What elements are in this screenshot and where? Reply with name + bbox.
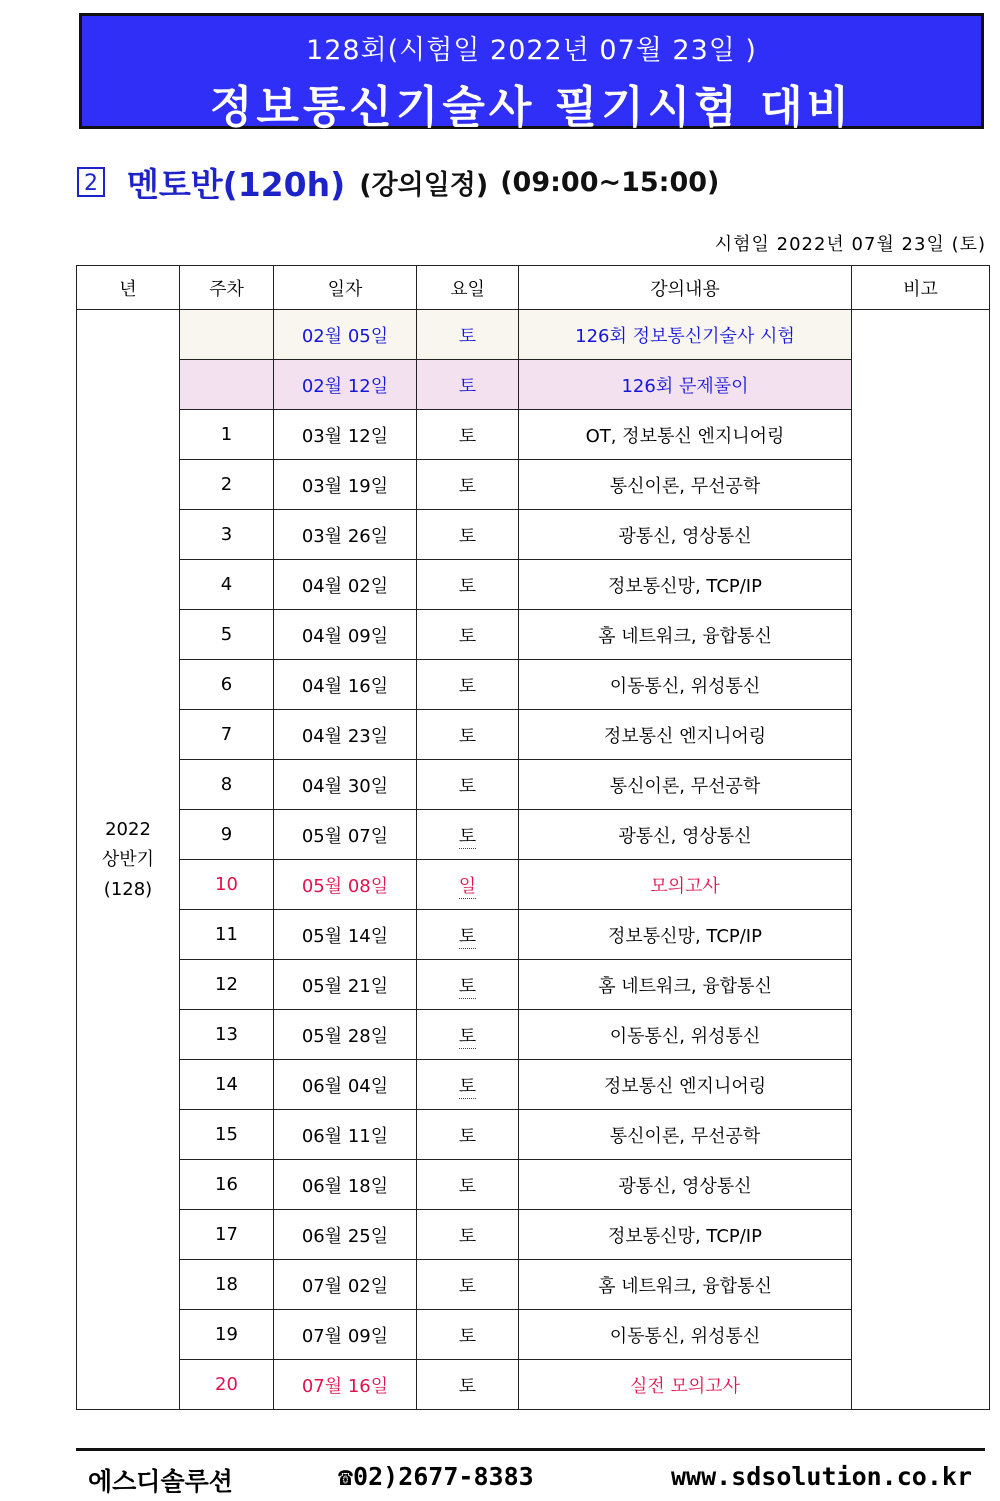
week-cell: 16 (180, 1160, 274, 1210)
footer-website: www.sdsolution.co.kr (670, 1462, 972, 1491)
day-cell (417, 810, 519, 860)
content-cell: 이동통신, 위성통신 (519, 1010, 852, 1060)
day-text: 토 (458, 975, 477, 997)
day-text: 토 (458, 925, 477, 947)
banner-title: 정보통신기술사 필기시험 대비 (209, 82, 854, 133)
content-cell: 광통신, 영상통신 (519, 510, 852, 560)
day-cell (417, 910, 519, 960)
date-cell: 04월 09일 (274, 610, 417, 660)
day-cell (417, 860, 519, 910)
content-cell: 이동통신, 위성통신 (519, 1310, 852, 1360)
section-label: (강의일정) (359, 169, 489, 201)
date-cell: 03월 26일 (274, 510, 417, 560)
content-cell: 126회 정보통신기술사 시험 (519, 310, 852, 360)
week-cell: 9 (180, 810, 274, 860)
week-cell: 6 (180, 660, 274, 710)
table-header-row (77, 266, 990, 310)
date-cell: 04월 16일 (274, 660, 417, 710)
year-line: 2022 (105, 818, 151, 840)
header-date: 일자 (274, 266, 417, 310)
week-cell: 11 (180, 910, 274, 960)
content-cell: 126회 문제풀이 (519, 360, 852, 410)
week-cell: 19 (180, 1310, 274, 1360)
content-cell: OT, 정보통신 엔지니어링 (519, 410, 852, 460)
date-cell: 05월 28일 (274, 1010, 417, 1060)
content-cell: 실전 모의고사 (519, 1360, 852, 1410)
week-cell: 17 (180, 1210, 274, 1260)
week-cell (180, 360, 274, 410)
day-cell: 토 (417, 1260, 519, 1310)
date-cell: 06월 04일 (274, 1060, 417, 1110)
week-cell: 18 (180, 1260, 274, 1310)
content-cell: 광통신, 영상통신 (519, 1160, 852, 1210)
week-cell: 2 (180, 460, 274, 510)
content-cell: 정보통신 엔지니어링 (519, 710, 852, 760)
week-cell: 15 (180, 1110, 274, 1160)
header-content: 강의내용 (519, 266, 852, 310)
header-day: 요일 (417, 266, 519, 310)
schedule-table (76, 265, 990, 1410)
date-cell: 07월 02일 (274, 1260, 417, 1310)
day-text: 토 (458, 1075, 477, 1097)
date-cell: 07월 09일 (274, 1310, 417, 1360)
day-text: 토 (458, 825, 477, 847)
date-cell: 03월 19일 (274, 460, 417, 510)
content-cell: 홈 네트워크, 융합통신 (519, 1260, 852, 1310)
day-cell: 토 (417, 710, 519, 760)
header-banner (79, 13, 984, 133)
half-line: 상반기 (101, 848, 155, 870)
content-cell: 통신이론, 무선공학 (519, 1110, 852, 1160)
date-cell: 04월 02일 (274, 560, 417, 610)
day-cell: 토 (417, 1310, 519, 1360)
date-cell: 02월 12일 (274, 360, 417, 410)
week-cell: 20 (180, 1360, 274, 1410)
content-cell: 정보통신망, TCP/IP (519, 1210, 852, 1260)
section-time: (09:00~15:00) (500, 166, 720, 198)
day-cell: 토 (417, 360, 519, 410)
week-cell: 8 (180, 760, 274, 810)
section-heading (77, 160, 731, 204)
section-number: 2 (77, 167, 105, 197)
content-cell: 통신이론, 무선공학 (519, 760, 852, 810)
year-cell (77, 310, 180, 1410)
day-cell: 토 (417, 760, 519, 810)
date-cell: 05월 08일 (274, 860, 417, 910)
content-cell: 정보통신망, TCP/IP (519, 910, 852, 960)
exam-date: 시험일 2022년 07월 23일 (토) (714, 234, 986, 255)
week-cell (180, 310, 274, 360)
footer-phone: ☎02)2677-8383 (338, 1462, 534, 1491)
banner-subtitle: 128회(시험일 2022년 07월 23일 ) (306, 35, 757, 66)
footer-company: 에스디솔루션 (88, 1467, 233, 1496)
week-cell: 14 (180, 1060, 274, 1110)
round-line: (128) (103, 878, 153, 900)
day-cell (417, 1010, 519, 1060)
section-name: 멘토반(120h) (127, 164, 346, 204)
day-cell: 토 (417, 510, 519, 560)
week-cell: 4 (180, 560, 274, 610)
date-cell: 06월 11일 (274, 1110, 417, 1160)
content-cell: 홈 네트워크, 융합통신 (519, 960, 852, 1010)
day-text: 일 (458, 875, 477, 897)
content-cell: 모의고사 (519, 860, 852, 910)
date-cell: 03월 12일 (274, 410, 417, 460)
content-cell: 통신이론, 무선공학 (519, 460, 852, 510)
content-cell: 정보통신망, TCP/IP (519, 560, 852, 610)
content-cell: 이동통신, 위성통신 (519, 660, 852, 710)
day-cell: 토 (417, 1210, 519, 1260)
date-cell: 06월 25일 (274, 1210, 417, 1260)
week-cell: 1 (180, 410, 274, 460)
day-cell (417, 1060, 519, 1110)
day-text: 토 (458, 1025, 477, 1047)
day-cell: 토 (417, 610, 519, 660)
date-cell: 02월 05일 (274, 310, 417, 360)
header-week: 주차 (180, 266, 274, 310)
day-cell: 토 (417, 660, 519, 710)
date-cell: 07월 16일 (274, 1360, 417, 1410)
table-row (77, 310, 990, 360)
date-cell: 04월 23일 (274, 710, 417, 760)
week-cell: 10 (180, 860, 274, 910)
day-cell: 토 (417, 1110, 519, 1160)
day-cell: 토 (417, 1360, 519, 1410)
day-cell: 토 (417, 1160, 519, 1210)
week-cell: 12 (180, 960, 274, 1010)
week-cell: 13 (180, 1010, 274, 1060)
week-cell: 3 (180, 510, 274, 560)
header-note: 비고 (852, 266, 990, 310)
note-cell (852, 310, 990, 1410)
content-cell: 홈 네트워크, 융합통신 (519, 610, 852, 660)
date-cell: 05월 07일 (274, 810, 417, 860)
header-year: 년 (77, 266, 180, 310)
day-cell (417, 960, 519, 1010)
date-cell: 05월 21일 (274, 960, 417, 1010)
day-cell: 토 (417, 460, 519, 510)
date-cell: 06월 18일 (274, 1160, 417, 1210)
content-cell: 광통신, 영상통신 (519, 810, 852, 860)
week-cell: 7 (180, 710, 274, 760)
footer-divider (76, 1448, 985, 1451)
date-cell: 05월 14일 (274, 910, 417, 960)
week-cell: 5 (180, 610, 274, 660)
date-cell: 04월 30일 (274, 760, 417, 810)
day-cell: 토 (417, 310, 519, 360)
day-cell: 토 (417, 410, 519, 460)
day-cell: 토 (417, 560, 519, 610)
content-cell: 정보통신 엔지니어링 (519, 1060, 852, 1110)
